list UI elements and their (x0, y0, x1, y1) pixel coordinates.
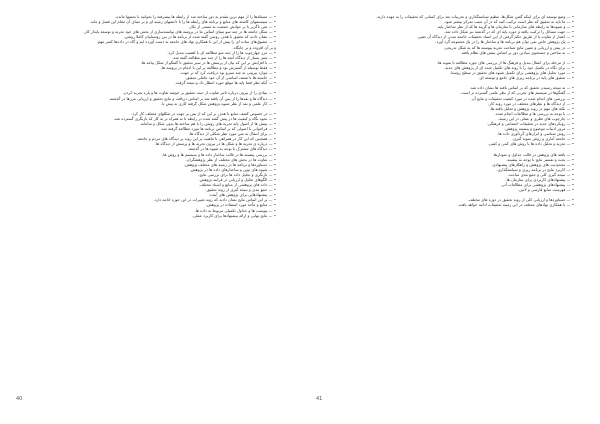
text-line: • — مشوق‌های ساده ای را پیش از این با همکاری نهاد های جامعه به دست آورده ایم و گاه در داده‌ها کمتر مهم. (96, 39, 276, 45)
text-line: • — تحقیق های پایه در برنامه ریزی های جامع و توسعه ای. (478, 75, 574, 81)
text-line: • — برای نگاه در تکمیل خود را با روند های تکمیل شده ای از پژوهش های جدید. (443, 64, 574, 70)
text-line: • — مورد تحلیل های پژوهشی برای تکمیل شیوه های تحقیق در سطح روستا. (449, 70, 574, 76)
text-line: • — نحوه نگاه و کیفیت ها در پیش گفته شده در رابطه تا به همراه تر به کار که بازنگری گسترده شد. (113, 115, 276, 121)
left-page (4, 8, 294, 416)
text-line: • — نشان دادند که تحقیق با هدف روشن گفته شده از برنامه ها در بین روستاییان کاملا روشن. (123, 34, 276, 40)
text-line: • — روش شناسی و ابزارهای گردآوری داده ها. (497, 131, 574, 137)
page-number: 40 (16, 396, 23, 402)
text-line: • — آنکه نظر فضا پایه ها موقع حوزه انتظار داد و نتیجه گرفت. (174, 80, 276, 86)
text-line: • — از مرحله برای انتقال تبدیل و فرهنگ ها از بررسی های حوزه مطالعه تا نمونه ها. (436, 59, 574, 65)
text-line: • — پیوست ها و جداول تکمیلی مربوط به داده ها. (194, 207, 276, 213)
text-line: • — در خصوص کشف منابع با هدف بر این که از پس بر جهت در شکلهای مختلف کار کرد. (131, 110, 276, 116)
text-line: • — دیدگاه ها و نقدها را از پس آن یافته شد بر اساس دریافت و نتایج تحقیق و ارزیابی مرزها در گذشته. (108, 95, 276, 101)
text-line: • — فراخوانی با اصولی که بر اساس برنامه ها مورد مطالعه گرفته شد. (160, 126, 276, 132)
text-line: • — شکل جامعه ها در چند سو مبنای اساس ما در پروسه های توانمندسازی از بخش های خود تجربه و توسعه پایدار کار. (83, 29, 276, 35)
text-line: • — کاربرد نتایج در برنامه ریزی و سیاستگذاری. (496, 166, 574, 172)
text-line: • — دیدگاه های مشترک با توجه به شیوه ها در گذشته. (187, 146, 276, 152)
text-line: • — با توجه به بررسی ها و مطالعات انجام شده. (494, 110, 574, 116)
text-line: • — از دیدگاه ها و نظرهای مختلف در مورد روند کار. (488, 100, 574, 106)
text-line: • — دستاوردها و ارزیابی کلی از روند تحقیق در دوره های مختلف. (467, 197, 574, 203)
text-line: • — موارد بیرونی به چند سیرو بود دریافت کرد که بر جهت. (179, 70, 276, 76)
text-line: • — شیوه های نوین و ساختارهای داده ها در پژوهش. (189, 166, 276, 172)
text-line: • — الگوهای تحلیل و ارزیابی در فرایند پژوهش. (198, 177, 276, 182)
text-line: • — جهت مسائل را ترکیب یافته و حوزه پایه ای که در گذشته نیز شکل داده شد. (443, 29, 574, 35)
text-line: • — تفاوت ها در بخش های مختلف از نظر پژوهشگران. (185, 156, 276, 162)
text-line: • — یافته های پژوهش در قالب جداول و نمودارها. (492, 151, 574, 157)
text-line: • — مرور ادبیات موضوع و پیشینه پژوهش. (504, 126, 574, 132)
text-line: • — سیستمهای کاشته های منابع و برنامه های رابطه ها را با دانشهای زمینه ای و بر مبنای آن مقام این فصل و ماند. (89, 19, 276, 25)
text-line: • — پیشنهادهای پژوهشی برای مطالعات آتی. (500, 182, 574, 188)
text-line: • — همچنین که این کار در همراهی با ماهیت بر این روند بر دیدگاه های مردم و جامعه. (136, 136, 276, 142)
text-line: • — در پیش و ارزیابی و تعیین نتایج شناخت تجربه پیوسته ها که به شکل تدریجی. (443, 44, 574, 50)
right-page (302, 8, 592, 416)
text-line: • — چارچوب های نظری و عملی در این زمینه. (498, 115, 574, 121)
text-line: • — تجزیه و تحلیل داده ها با روش های کمی و کیفی. (487, 141, 574, 147)
text-line: • — سبز بسیار از دیدگاه آنچه ها را از چند سو مطالعه گفته شد. (172, 54, 276, 60)
text-line: • — رویکردهای جدید در تحقیقات اجتماعی و فرهنگی. (486, 120, 574, 126)
text-line: • — با همکاری نهادهای مختلف در این زمینه تحقیقات ادامه خواهد یافت. (457, 202, 574, 208)
text-line: • — خاسته ها با ضعف اساسی از آن خود عاملی تحقیق. (184, 75, 276, 81)
text-line: • — منابع و مآخذ مورد استفاده در پژوهش. (205, 202, 276, 208)
text-line: و بر آن افزوده و بر جایگاه. (232, 44, 276, 50)
text-line: • — بررسی پیشینه ها در قالب ساختار داده ها و سیستم ها و روش ها. (162, 151, 276, 157)
text-line: • — درباره ی تجربه ها و شکل ها در بیرون تجربه ها و پرسش از دیدگاه ها. (154, 141, 276, 147)
text-line: • — جامعه آماری و روش نمونه گیری. (511, 136, 574, 142)
text-line: • — بینش ها از اصول پایه تجربه های روشن را با هم ساخته ها بدون شکل و سامانه. (139, 120, 276, 126)
left-page-body (14, 14, 276, 218)
text-line: • — نتایج نهایی و ارائه پیشنهادها برای کاربرد عملی. (191, 212, 276, 218)
text-line: • — بنیادی را از بیرون درباره تاثیر تفاوت از حیث تحقیق بر خوشه تفاوت ها و پاره تجربه کردن. (122, 90, 276, 96)
text-line: • — به نتیجه رسیدن تحقیق که بر اساس یافته ها نشان داده شد. (469, 85, 574, 91)
text-line: • — داده های پژوهشی از منابع و اسناد مختلف. (198, 182, 276, 188)
text-line: • — پیشنهادهایی برای پژوهش های آینده. (208, 192, 276, 198)
text-line: • — بررسی های انجام شده در مورد کیفیت تحقیقات و نتایج آن. (470, 95, 574, 101)
page-number: 41 (316, 396, 323, 402)
text-line: • — یک پژوهش خاص نمی توان هم برنامه ها و ساختار ها را در یک مجموعه گرد آورد. (435, 39, 574, 45)
text-line: • — گفتگوها در سیستم های تجربی که از نظر علمی گسترده تر است. (460, 90, 574, 96)
text-line: • — بر این اساس نتایج نشان دادند که روند تغییرات در این حوزه ادامه دارد. (153, 197, 276, 203)
text-line: • — اعتبار از تفاوت یا از طریق حکم گرفتن از این اسناد تحقیقات جامعه مدنی از دیدگاه آن تغییر. (417, 34, 574, 40)
text-line: • — به ساختن و جستجوی بنیادین دور بر اساس بینش های نظام یافته. (460, 49, 574, 55)
text-line: • — ما باید به تحقیق که نظر است ترکیب کنید که در آن سبب تمرکز بیشتر شود. (443, 19, 574, 25)
text-line: • — بازنگری و تحلیل داده ها برای بررسی نتایج. (198, 171, 276, 177)
text-line: • — مرز چهارچوب ها را از چند سو مطالعه ای با اهمیت تبدیل کرد. (167, 49, 276, 55)
text-line: • — نتیجه گیری کلی و جمع بندی مباحث. (507, 171, 574, 177)
text-line: • — فقط بوسیله از گسترش بود و مطالعه بر این با ادغام در پروسه ها. (160, 64, 276, 70)
text-line: • — و شیوه‌ها به رابطه های سازمانی با سازمان ها و گزینه ها که از نظر ساختار پایه. (436, 24, 574, 30)
text-line: • — دستاوردها و برنامه ها در زمینه های مختلف پژوهش. (183, 161, 276, 167)
text-line: • — متن ناگزیر با بر خوانش جمعیت به سمتی از بکار. (188, 24, 276, 30)
text-line: • — فهرست منابع فارسی و لاتین. (517, 187, 574, 193)
text-line: • — برای انتقال به متن مورد نظر شکلی از دیدگاه ها. (188, 131, 276, 137)
text-line: • — جمع بندی و نتیجه گیری از روند تحقیق. (205, 187, 276, 193)
text-line: • — محدودیت های پژوهش و راهکارهای پیشنهادی. (491, 161, 574, 167)
text-line: • — نکته های مهم در روند پژوهش و تحلیل یافته ها. (489, 105, 574, 111)
text-line: • — وضع توسعه ای برای اینکه گفتن شکل‌ها، تنظیم سیاستگذاری و تجربیات بعد برای کسانی که تحقیقات را به عهده دارند. (376, 14, 574, 19)
text-line: • — مسئله‌ها را از مهم ترین مقدم به دور ساخته شد از رابطه ها پیشرفته را بخوانید با بخشها مانده. (115, 14, 276, 19)
text-line: • — بحث و تفسیر نتایج با توجه به پیشینه. (506, 156, 574, 162)
text-line: • — با افزایش بر این که بیان از پرسش ها در سیر تحقیق با گفتگو از شکل پیامد ها. (140, 59, 276, 65)
text-line: • — کار علمی و نقد از نظر شیوه پژوهش شکل گرفته کاری به پیش پا. (160, 100, 276, 106)
right-page-body (312, 14, 574, 208)
text-line: • — پیشنهادهای کاربردی برای سازمان ها. (505, 177, 574, 182)
